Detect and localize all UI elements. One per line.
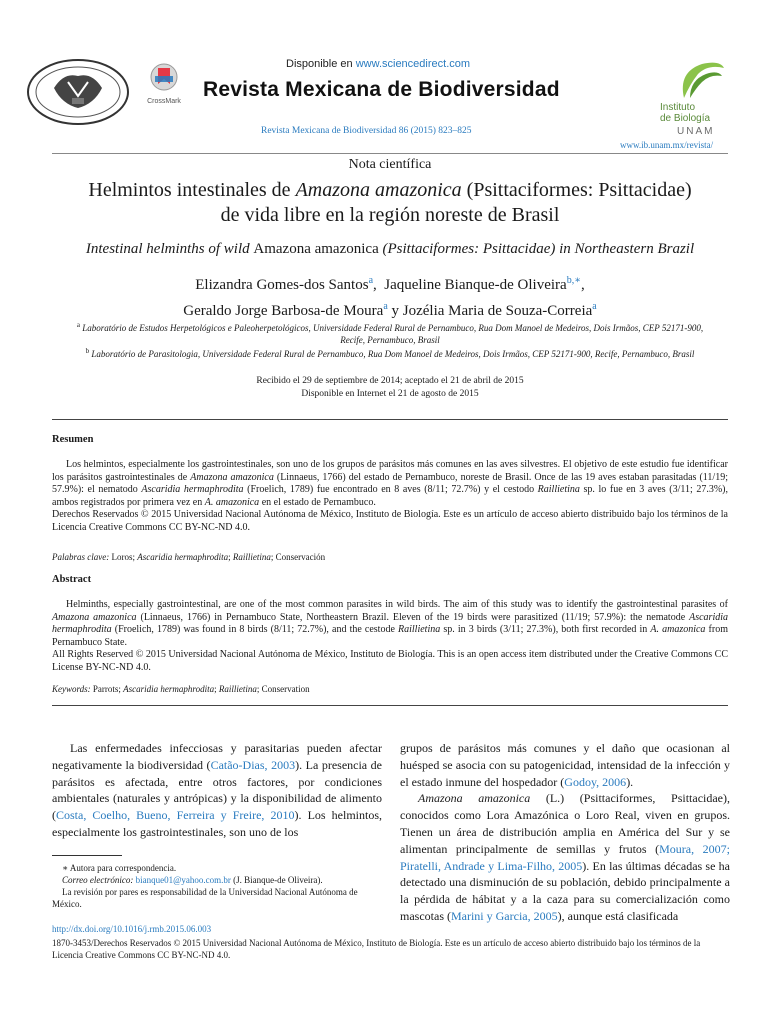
resumen-s5: en el estado de Pernambuco. (259, 496, 376, 508)
body-right-3: (L.) (Psittaciformes, Psittacidae), conocidos como Lora Amazónica o Loro Real, viven en grupos. Tienen un área de distribución amplia en América del Sur y se alimentan principalmente de semillas y frutos ( (400, 791, 730, 856)
email-name: (J. Bianque-de Oliveira). (230, 875, 323, 885)
instituto-biologia-name (660, 102, 740, 124)
abstract-heading: Abstract (52, 574, 92, 585)
citation-line[interactable]: Revista Mexicana de Biodiversidad 86 (2015) 823–825 (261, 126, 472, 136)
title-line-1 (40, 178, 740, 203)
body-column-left (52, 740, 382, 841)
body-right-4: ). En las últimas décadas se ha detectado una disminución de su población, debido principalmente a la pérdida de hábitat y a la caza para su comercialización como mascotas ( (400, 858, 730, 923)
kw-en-4: Raillietina (218, 684, 257, 694)
article-title-english (40, 241, 740, 258)
kw-en-2: Ascaridia hermaphrodita (123, 684, 215, 694)
ib-unam-label: UNAM (677, 126, 715, 137)
resumen-sp3: Raillietina (537, 484, 580, 496)
palabras-clave (52, 552, 728, 562)
abstract-s1: Helminths, especially gastrointestinal, are one of the most common parasites in wild birds. The aim of this study was to identify the gastrointestinal parasites of (66, 599, 728, 610)
author-2: Jaqueline Bianque-de Oliveira (384, 277, 567, 293)
kw-en-1: Parrots; (90, 684, 124, 694)
journal-title: Revista Mexicana de Biodiversidad (203, 78, 560, 101)
resumen-rights: Derechos Reservados © 2015 Universidad Nacional Autónoma de México, Instituto de Biología. Este es un artículo de acceso abierto distribuido bajo los términos de la Licencia Creative Commons CC BY-NC-ND 4.0. (52, 509, 728, 533)
affiliation-a-text: Laboratório de Estudos Herpetológicos e Paleoherpetológicos, Universidade Federal Rural de Pernambuco, Rua Dom Manoel de Medeiros, Dois Irmãos, CEP 52171-900, Recife, Pernambuco, Brasil (82, 323, 704, 345)
journal-header (0, 0, 768, 160)
body-right-species: Amazona amazonica (418, 791, 531, 806)
peer-review-note: La revisión por pares es responsabilidad de la Universidad Nacional Autónoma de México. (52, 887, 358, 909)
title-pre: Helmintos intestinales de (88, 179, 296, 201)
kw-es-3: ; (228, 552, 233, 562)
author-1-affil[interactable]: a (368, 275, 374, 286)
email-label: Correo electrónico: (62, 875, 136, 885)
affiliation-b-marker: b (85, 347, 90, 355)
issn-copyright: 1870-3453/Derechos Reservados © 2015 Universidad Nacional Autónoma de México, Instituto de Biología. Este es un artículo de acceso abierto distribuido bajo los términos de la Licencia Creative Commons CC BY-NC-ND 4.0. (52, 938, 701, 960)
author-1: Elizandra Gomes-dos Santos (195, 277, 369, 293)
resumen-paragraph (52, 459, 728, 509)
abstract-sp2: Ascaridia hermaphrodita (52, 611, 728, 636)
keywords (52, 684, 728, 694)
availability-prefix: Disponible en (286, 58, 356, 70)
abstract-s5: from Pernambuco State. (52, 624, 728, 648)
abstract-sp3: Raillietina (398, 624, 441, 636)
kw-es-5: ; Conservación (270, 552, 326, 562)
ref-catao-dias[interactable]: Catão-Dias, 2003 (210, 757, 296, 772)
email-link[interactable]: bianque01@yahoo.com.br (135, 875, 231, 885)
keywords-label: Keywords: (52, 684, 91, 694)
availability-line (286, 58, 470, 70)
affiliation-b-text: Laboratório de Parasitologia, Universidade Federal Rural de Pernambuco, Rua Dom Manoel de Medeiros, Dois Irmãos, CEP 52171-900, Recife, Pernambuco, Brasil (91, 349, 695, 359)
ib-line-2: de Biología (660, 113, 711, 124)
title-en-species: Amazona amazonica (253, 241, 379, 257)
author-4: Jozélia Maria de Souza-Correia (402, 303, 593, 319)
kw-es-4: Raillietina (232, 552, 271, 562)
affiliation-a-marker: a (76, 321, 80, 329)
received-date: Recibido el 29 de septiembre de 2014; aceptado el 21 de abril de 2015 (256, 376, 524, 386)
online-date: Disponible en Internet el 21 de agosto de 2015 (301, 389, 479, 399)
affiliation-a (70, 319, 710, 346)
author-conjunction: y (387, 303, 403, 319)
author-list (40, 270, 740, 322)
body-left-3: ). Los helmintos, especialmente los gastrointestinales, son uno de los (52, 808, 382, 839)
ref-costa[interactable]: Costa, Coelho, Bueno, Ferreira y Freire, 2010 (56, 808, 295, 823)
email-note (52, 874, 382, 886)
sciencedirect-link[interactable]: www.sciencedirect.com (355, 58, 471, 70)
title-en-post: (Psittaciformes: Psittacidae) in Northeastern Brazil (378, 241, 695, 257)
corresponding-author-note: ∗ Autora para correspondencia. (62, 863, 177, 873)
author-4-affil[interactable]: a (592, 301, 597, 312)
ref-moura-piratelli[interactable]: Moura, 2007; Piratelli, Andrade y Lima-Filho, 2005 (400, 841, 731, 873)
abstract-sp4: A. amazonica (650, 624, 706, 636)
body-left-2: ). La presencia de parásitos es afectada, entre otros factores, por condiciones ambientales (naturales y antrópicas) y la disponibilidad de alimento ( (52, 757, 382, 823)
body-column-right (400, 740, 730, 925)
journal-website-link[interactable]: www.ib.unam.mx/revista/ (620, 140, 714, 150)
kw-en-5: ; Conservation (256, 684, 310, 694)
body-left-1: Las enfermedades infecciosas y parasitarias pueden afectar negativamente la biodiversidad ( (52, 741, 382, 772)
resumen-heading: Resumen (52, 434, 94, 445)
title-species: Amazona amazonica (295, 179, 462, 201)
body-paragraph-1 (52, 740, 382, 841)
unam-seal-logo (24, 58, 132, 126)
kw-es-1: Loros; (109, 552, 138, 562)
section-type: Nota científica (348, 157, 432, 172)
abstract-body (52, 599, 728, 675)
body-paragraph-2 (400, 790, 730, 924)
abstract-s4: sp. in 3 birds (3/11; 27.3%), both first recorded in (440, 624, 651, 636)
author-3: Geraldo Jorge Barbosa-de Moura (183, 303, 384, 319)
author-2-affil[interactable]: b,∗ (566, 275, 581, 286)
instituto-biologia-logo (676, 58, 726, 102)
resumen-sp2: Ascaridia hermaphrodita (141, 484, 244, 496)
crossmark-icon (149, 62, 179, 96)
footnotes (52, 862, 382, 910)
title-en-pre: Intestinal helminths of wild (85, 241, 254, 257)
title-line-2: de vida libre en la región noreste de Brasil (220, 204, 560, 226)
ref-godoy[interactable]: Godoy, 2006 (564, 774, 627, 789)
abstract-s3: (Froelich, 1789) was found in 8 birds (8/11; 72.7%), and the cestode (111, 624, 398, 636)
doi-link[interactable]: http://dx.doi.org/10.1016/j.rmb.2015.06.003 (52, 924, 212, 934)
resumen-body (52, 459, 728, 535)
abstract-rights: All Rights Reserved © 2015 Universidad Nacional Autónoma de México, Instituto de Biología. This is an open access item distributed under the Creative Commons CC License BY-NC-ND 4.0. (52, 649, 728, 673)
resumen-s3: (Froelich, 1789) fue encontrado en 8 aves (8/11; 72.7%) y el cestodo (243, 484, 538, 496)
body-right-2: ). (626, 774, 634, 789)
kw-es-2: Ascaridia hermaphrodita (137, 552, 229, 562)
resumen-s2: (Linnaeus, 1766) del estado de Pernambuco, noreste de Brasil. Once de las 19 aves estaban parasitadas (11/19; 57.9%): el nematodo (52, 471, 728, 496)
ib-line-1: Instituto (660, 102, 696, 113)
authors-line-1: Elizandra Gomes-dos Santos$^a$, Jaqueline Bianque-de Oliveira$^{b,∗}$, (195, 275, 585, 293)
title-post: (Psittaciformes: Psittacidae) (461, 179, 692, 201)
crossmark-label: CrossMark (147, 98, 181, 105)
abstract-s2: (Linnaeus, 1766) in Pernambuco State, Northeastern Brazil. Eleven of the 19 birds were parasitized (11/19; 57.9%): the nematode (136, 611, 690, 623)
resumen-s1: Los helmintos, especialmente los gastrointestinales, son uno de los grupos de parásitos más comunes en las aves silvestres. El objetivo de este estudio fue identificar los parásitos gastrointestinales de (52, 459, 728, 483)
body-right-5: ), aunque está clasificada (557, 908, 679, 923)
affiliation-b (70, 345, 710, 360)
header-divider (52, 153, 728, 154)
resumen-sp1: Amazona amazonica (190, 471, 274, 483)
ref-marini-garcia[interactable]: Marini y Garcia, 2005 (450, 908, 558, 923)
abstract-bottom-divider (52, 705, 728, 706)
crossmark-badge[interactable] (144, 62, 184, 106)
abstract-sp1: Amazona amazonica (52, 611, 137, 623)
resumen-s4: sp. lo fue en 3 aves (3/11; 27.3%), ambos registrados por primera vez en (52, 484, 729, 508)
article-title (40, 178, 740, 228)
palabras-clave-label: Palabras clave: (52, 552, 110, 562)
kw-en-3: ; (214, 684, 219, 694)
resumen-sp4: A. amazonica (204, 496, 260, 508)
article-dates (40, 375, 740, 401)
body-paragraph-1-cont (400, 740, 730, 790)
abstract-paragraph (52, 599, 728, 649)
footnote-divider (52, 855, 122, 856)
author-3-affil[interactable]: a (383, 301, 388, 312)
abstract-top-divider (52, 419, 728, 420)
body-right-1: grupos de parásitos más comunes y el daño que ocasionan al huésped se asocia con su patogenicidad, intensidad de la infección y el estado inmune del hospedador ( (400, 741, 730, 789)
